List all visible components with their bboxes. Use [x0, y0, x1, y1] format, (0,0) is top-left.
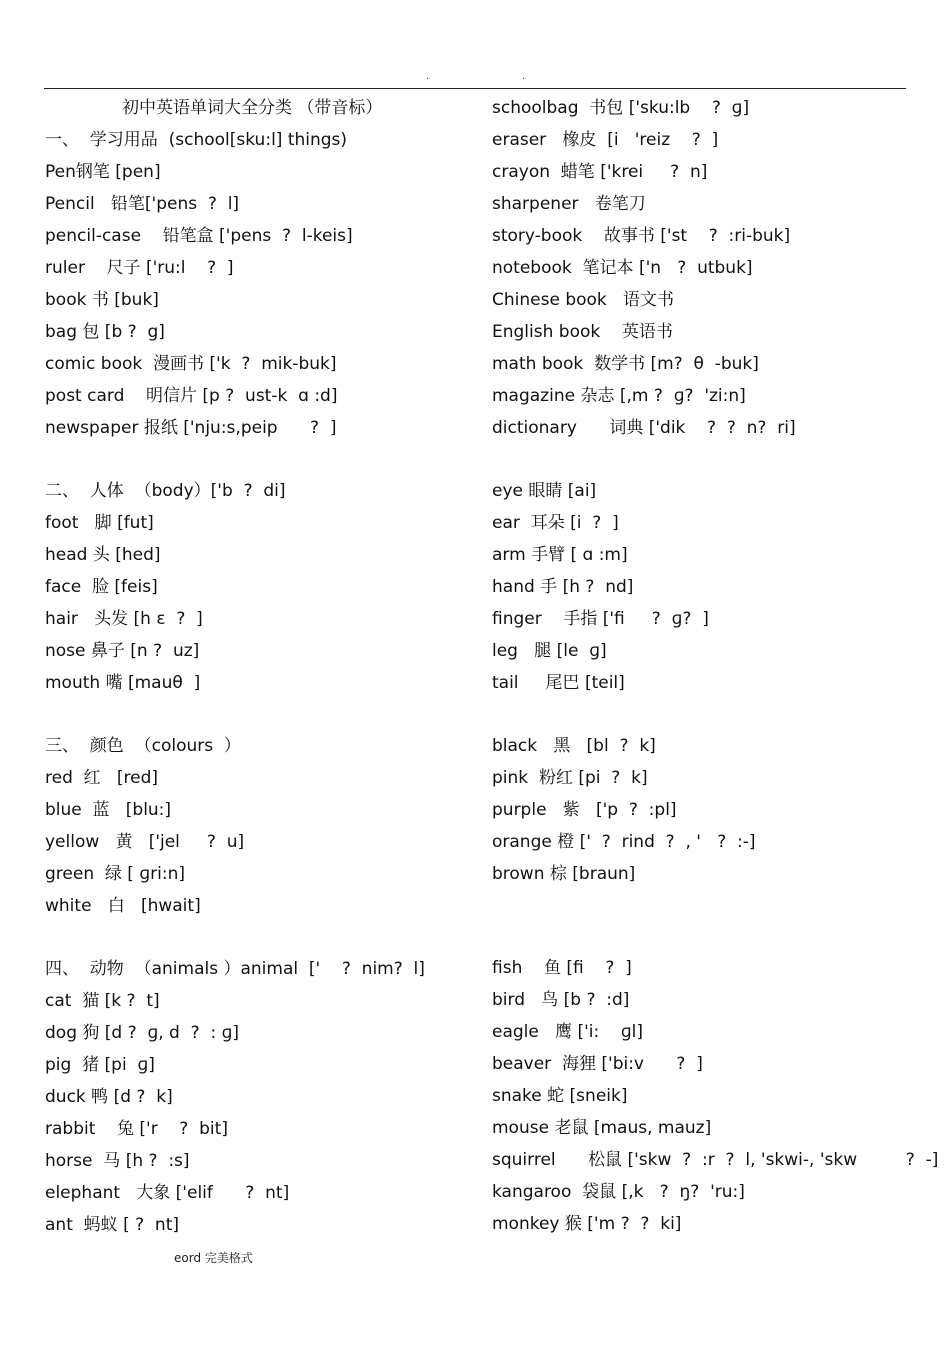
right-vocab-entry: mouse 老鼠 [maus, mauz]: [492, 1118, 712, 1138]
left-vocab-entry: mouth 嘴 [mauθ ]: [45, 673, 201, 693]
left-vocab-entry: head 头 [hed]: [45, 545, 161, 565]
left-vocab-entry: Pen钢笔 [pen]: [45, 162, 161, 182]
right-vocab-entry: eye 眼睛 [ai]: [492, 481, 597, 501]
left-vocab-entry: ruler 尺子 ['ru:l ? ]: [45, 258, 234, 278]
right-vocab-entry: brown 棕 [braun]: [492, 864, 636, 884]
right-vocab-entry: beaver 海狸 ['bi:v ? ]: [492, 1054, 703, 1074]
right-vocab-entry: ear 耳朵 [i ? ]: [492, 513, 619, 533]
right-vocab-entry: sharpener 卷笔刀: [492, 194, 646, 214]
right-vocab-entry: bird 鸟 [b ? :d]: [492, 990, 630, 1010]
right-vocab-entry: crayon 蜡笔 ['krei ? n]: [492, 162, 708, 182]
right-vocab-entry: story-book 故事书 ['st ? :ri-buk]: [492, 226, 791, 246]
left-vocab-entry: pencil-case 铅笔盒 ['pens ? l-keis]: [45, 226, 353, 246]
right-vocab-entry: schoolbag 书包 ['sku:lb ? ɡ]: [492, 98, 750, 118]
right-vocab-entry: kangaroo 袋鼠 [,k ? ŋ? 'ru:]: [492, 1182, 745, 1202]
left-vocab-entry: white 白 [hwait]: [45, 896, 201, 916]
footer-text: eord 完美格式: [174, 1251, 253, 1265]
blank-line: [492, 921, 912, 952]
document-title: 初中英语单词大全分类 （带音标）: [122, 98, 383, 118]
left-vocab-entry: comic book 漫画书 ['k ? mik-buk]: [45, 354, 337, 374]
left-vocab-entry: yellow 黄 ['jel ? u]: [45, 832, 245, 852]
right-vocab-entry: magazine 杂志 [,m ? ɡ? 'zi:n]: [492, 386, 746, 406]
blank-line: [492, 890, 912, 921]
right-vocab-entry: Chinese book 语文书: [492, 290, 674, 310]
left-vocab-entry: cat 猫 [k ? t]: [45, 991, 160, 1011]
left-vocab-entry: newspaper 报纸 ['nju:s,peip ? ]: [45, 418, 337, 438]
right-vocab-entry: math book 数学书 [m? θ -buk]: [492, 354, 759, 374]
left-vocab-entry: post card 明信片 [p ? ust-k ɑ :d]: [45, 386, 338, 406]
right-vocab-entry: leg 腿 [le ɡ]: [492, 641, 607, 661]
right-vocab-entry: dictionary 词典 ['dik ? ? n? ri]: [492, 418, 796, 438]
right-vocab-entry: notebook 笔记本 ['n ? utbuk]: [492, 258, 753, 278]
right-vocab-entry: purple 紫 ['p ? :pl]: [492, 800, 677, 820]
left-vocab-entry: 四、 动物 （animals ）animal [' ? nim? l]: [45, 959, 425, 979]
left-vocab-entry: blue 蓝 [blu:]: [45, 800, 172, 820]
right-vocab-entry: English book 英语书: [492, 322, 673, 342]
right-vocab-entry: finger 手指 ['fi ? ɡ? ]: [492, 609, 709, 629]
header-dot: .: [522, 71, 526, 82]
right-vocab-entry: squirrel 松鼠 ['skw ? :r ? l, 'skwi-, 'skw ? -]: [492, 1150, 939, 1170]
blank-line: [492, 699, 912, 730]
left-vocab-entry: 三、 颜色 （colours ）: [45, 736, 241, 756]
right-vocab-entry: pink 粉红 [pi ? k]: [492, 768, 648, 788]
header-dots: [0, 70, 950, 84]
right-vocab-entry: black 黑 [bl ? k]: [492, 736, 656, 756]
right-vocab-entry: eagle 鹰 ['i: ɡl]: [492, 1022, 643, 1042]
left-column: [45, 92, 475, 1241]
left-vocab-entry: face 脸 [feis]: [45, 577, 158, 597]
left-vocab-entry: foot 脚 [fut]: [45, 513, 154, 533]
right-vocab-entry: hand 手 [h ? nd]: [492, 577, 634, 597]
right-vocab-entry: eraser 橡皮 [i 'reiz ? ]: [492, 130, 719, 150]
right-column: [492, 92, 939, 1240]
right-vocab-entry: arm 手臂 [ ɑ :m]: [492, 545, 628, 565]
left-vocab-entry: green 绿 [ ɡri:n]: [45, 864, 185, 884]
left-vocab-entry: 一、 学习用品 (school[sku:l] things): [45, 130, 348, 150]
right-vocab-entry: snake 蛇 [sneik]: [492, 1086, 628, 1106]
left-vocab-entry: red 红 [red]: [45, 768, 159, 788]
left-vocab-entry: ant 蚂蚁 [ ? nt]: [45, 1215, 180, 1235]
left-vocab-entry: rabbit 兔 ['r ? bit]: [45, 1119, 228, 1139]
blank-line: [492, 444, 912, 475]
left-vocab-entry: nose 鼻子 [n ? uz]: [45, 641, 200, 661]
right-vocab-entry: tail 尾巴 [teil]: [492, 673, 625, 693]
right-vocab-entry: monkey 猴 ['m ? ? ki]: [492, 1214, 682, 1234]
header-rule: [44, 88, 906, 89]
right-vocab-entry: orange 橙 [' ? rind ? , ' ? :-]: [492, 832, 756, 852]
left-vocab-entry: Pencil 铅笔['pens ? l]: [45, 194, 240, 214]
left-vocab-entry: dog 狗 [d ? ɡ, d ? : ɡ]: [45, 1023, 240, 1043]
left-vocab-entry: book 书 [buk]: [45, 290, 159, 310]
blank-line: [45, 699, 475, 730]
left-vocab-entry: hair 头发 [h ε ? ]: [45, 609, 203, 629]
right-vocab-entry: fish 鱼 [fi ? ]: [492, 958, 632, 978]
blank-line: [45, 922, 475, 953]
left-vocab-entry: horse 马 [h ? :s]: [45, 1151, 190, 1171]
blank-line: [45, 444, 475, 475]
header-dot: .: [426, 71, 430, 82]
left-vocab-entry: 二、 人体 （body）['b ? di]: [45, 481, 286, 501]
left-vocab-entry: pig 猪 [pi ɡ]: [45, 1055, 155, 1075]
left-vocab-entry: elephant 大象 ['elif ? nt]: [45, 1183, 290, 1203]
left-vocab-entry: bag 包 [b ? g]: [45, 322, 165, 342]
left-vocab-entry: duck 鸭 [d ? k]: [45, 1087, 173, 1107]
